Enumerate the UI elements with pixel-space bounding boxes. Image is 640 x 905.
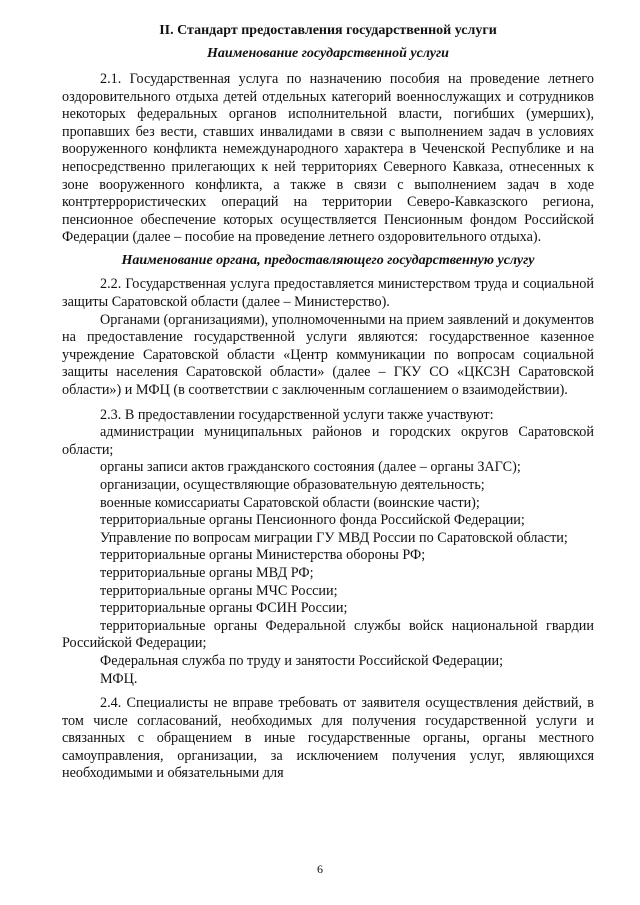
list-item: МФЦ. [100,670,138,687]
document-page [62,22,594,783]
list-item: организации, осуществляющие образовательную деятельность; [100,476,485,493]
page-number: 6 [317,862,323,876]
list-item: территориальные органы Пенсионного фонда Российской Федерации; [100,512,525,529]
list-item: территориальные органы Федеральной службы войск национальной гвардии Российской Федерации; [62,617,594,652]
paragraph-2-4: 2.4. Специалисты не вправе требовать от заявителя осуществления действий, в том числе согласований, необходимых для получения государственной услуги и связанных с обращением в иные государственные органы, органы местного самоуправления, организации, за исключением получения услуг, являющихся необходимыми и обязательными для [62,695,594,782]
list-item: администрации муниципальных районов и городских округов Саратовской области; [62,424,594,458]
participants-list [62,424,594,688]
list-item: территориальные органы МВД РФ; [100,564,314,581]
paragraph-2-2: 2.2. Государственная услуга предоставляется министерством труда и социальной защиты Саратовской области (далее – Министерство). [62,276,594,311]
list-item: территориальные органы МЧС России; [100,582,338,599]
section-title: II. Стандарт предоставления государственной услуги [159,23,497,38]
subheading-service-name: Наименование государственной услуги [207,45,449,61]
list-item: Управление по вопросам миграции ГУ МВД России по Саратовской области; [100,529,568,546]
subheading-agency: Наименование органа, предоставляющего государственную услугу [121,252,535,268]
list-item: органы записи актов гражданского состояния (далее – органы ЗАГС); [100,459,521,476]
list-item: территориальные органы ФСИН России; [100,600,348,617]
paragraph-2-2-organizations: Органами (организациями), уполномоченными на прием заявлений и документов на предоставление государственной услуги являются: государственное казенное учреждение Саратовской области «Центр коммуникации по вопросам социальной защиты населения Саратовской области» (далее – ГКУ СО «ЦКСЗН Саратовской области») и МФЦ (в соответствии с заключенным соглашением о взаимодействии). [62,311,594,398]
list-item: территориальные органы Министерства обороны РФ; [100,547,426,564]
list-item: военные комиссариаты Саратовской области (воинские части); [100,494,480,511]
paragraph-2-1: 2.1. Государственная услуга по назначению пособия на проведение летнего оздоровительного отдыха детей отдельных категорий военнослужащих и сотрудников некоторых федеральных органов исполнительной власти, погибших (умерших), пропавших без вести, ставших инвалидами в связи с выполнением задач в условиях вооруженного конфликта немеждународного характера в Чеченской Республике и на непосредственно прилегающих к ней территориях Северного Кавказа, отнесенных к зоне вооруженного конфликта, а также в связи с выполнением задач в ходе контртеррористических операций на территории Северо-Кавказского региона, пенсионное обеспечение которых осуществляется Пенсионным фондом Российской Федерации (далее – пособие на проведение летнего оздоровительного отдыха). [62,71,594,246]
list-item: Федеральная служба по труду и занятости Российской Федерации; [100,652,504,669]
paragraph-2-3: 2.3. В предоставлении государственной услуги также участвуют: [100,406,494,423]
